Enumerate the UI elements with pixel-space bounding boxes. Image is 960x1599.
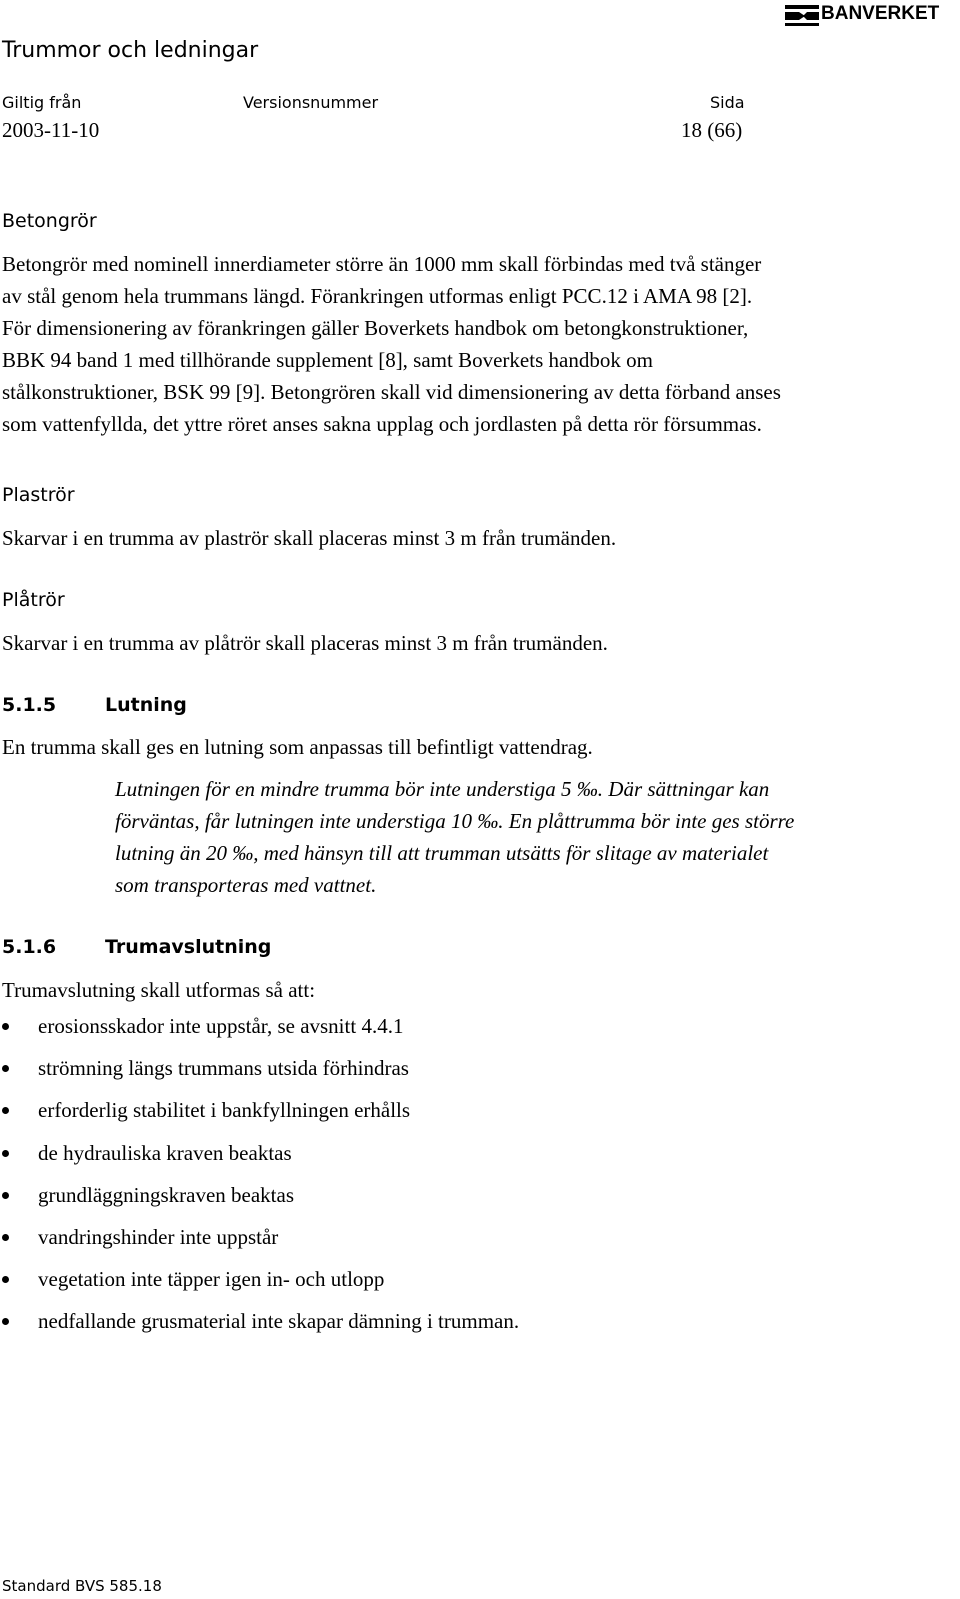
bullet-icon — [2, 1023, 9, 1030]
text-line: som vattenfyllda, det yttre röret anses sakna upplag och jordlasten på detta rör försummas. — [2, 412, 762, 436]
list-item-text: erforderlig stabilitet i bankfyllningen erhålls — [38, 1098, 411, 1123]
paragraph-betongror-1 — [2, 248, 947, 440]
text-line: BBK 94 band 1 med tillhörande supplement [8], samt Boverkets handbok om — [2, 348, 653, 372]
page-label: Sida — [710, 93, 745, 112]
bullet-icon — [2, 1192, 9, 1199]
bullet-icon — [2, 1150, 9, 1157]
list-item-text: vandringshinder inte uppstår — [38, 1224, 279, 1249]
paragraph-platror: Skarvar i en trumma av plåtrör skall placeras minst 3 m från trumänden. — [2, 631, 608, 655]
list-item-text: de hydrauliska kraven beaktas — [38, 1140, 292, 1165]
valid-from-label: Giltig från — [2, 93, 82, 112]
logo-text: BANVERKET — [821, 3, 940, 24]
text-line: av stål genom hela trummans längd. Förankringen utformas enligt PCC.12 i AMA 98 [2]. — [2, 284, 753, 308]
section-number-lutning: 5.1.5 — [2, 694, 57, 716]
list-item-text: grundläggningskraven beaktas — [38, 1182, 295, 1207]
bullet-icon — [2, 1318, 9, 1325]
list-item-text: erosionsskador inte uppstår, se avsnitt 4.4.1 — [38, 1014, 404, 1038]
text-line: som transporteras med vattnet. — [115, 873, 377, 897]
paragraph-plastror: Skarvar i en trumma av plaströr skall placeras minst 3 m från trumänden. — [2, 526, 617, 550]
banverket-emblem-icon — [785, 2, 819, 26]
heading-platror: Plåtrör — [2, 589, 65, 611]
footer-standard: Standard BVS 585.18 — [2, 1577, 162, 1595]
paragraph-lutning: En trumma skall ges en lutning som anpassas till befintligt vattendrag. — [2, 735, 593, 759]
page-value: 18 (66) — [681, 118, 743, 142]
section-number-trumavslutning: 5.1.6 — [2, 936, 57, 958]
list-item-text: strömning längs trummans utsida förhindras — [38, 1056, 409, 1081]
version-label: Versionsnummer — [243, 93, 379, 112]
bullet-icon — [2, 1234, 9, 1241]
bullet-icon — [2, 1065, 9, 1072]
section-title-lutning: Lutning — [105, 694, 187, 716]
italic-note-lutning — [115, 773, 915, 901]
text-line: lutning än 20 ‰, med hänsyn till att trumman utsätts för slitage av materialet — [115, 841, 769, 865]
text-line: Lutningen för en mindre trumma bör inte understiga 5 ‰. Där sättningar kan — [115, 777, 770, 801]
document-title: Trummor och ledningar — [2, 38, 259, 63]
paragraph-trumavslutning-intro: Trumavslutning skall utformas så att: — [2, 978, 316, 1002]
bullet-icon — [2, 1107, 9, 1114]
text-line: Betongrör med nominell innerdiameter större än 1000 mm skall förbindas med två stänger — [2, 252, 762, 276]
bullet-icon — [2, 1276, 9, 1283]
text-line: förväntas, får lutningen inte understiga 10 ‰. En plåttrumma bör inte ges större — [115, 809, 795, 833]
banverket-logo — [785, 2, 940, 26]
heading-plastror: Plaströr — [2, 484, 75, 506]
text-line: stålkonstruktioner, BSK 99 [9]. Betongrören skall vid dimensionering av detta förband anses — [2, 380, 781, 404]
heading-betongror: Betongrör — [2, 210, 97, 232]
text-line: För dimensionering av förankringen gäller Boverkets handbok om betongkonstruktioner, — [2, 316, 749, 340]
list-item-text: vegetation inte täpper igen in- och utlopp — [38, 1267, 385, 1292]
section-title-trumavslutning: Trumavslutning — [105, 936, 272, 958]
valid-from-value: 2003-11-10 — [2, 118, 100, 142]
list-item-text: nedfallande grusmaterial inte skapar dämning i trumman. — [38, 1309, 520, 1334]
